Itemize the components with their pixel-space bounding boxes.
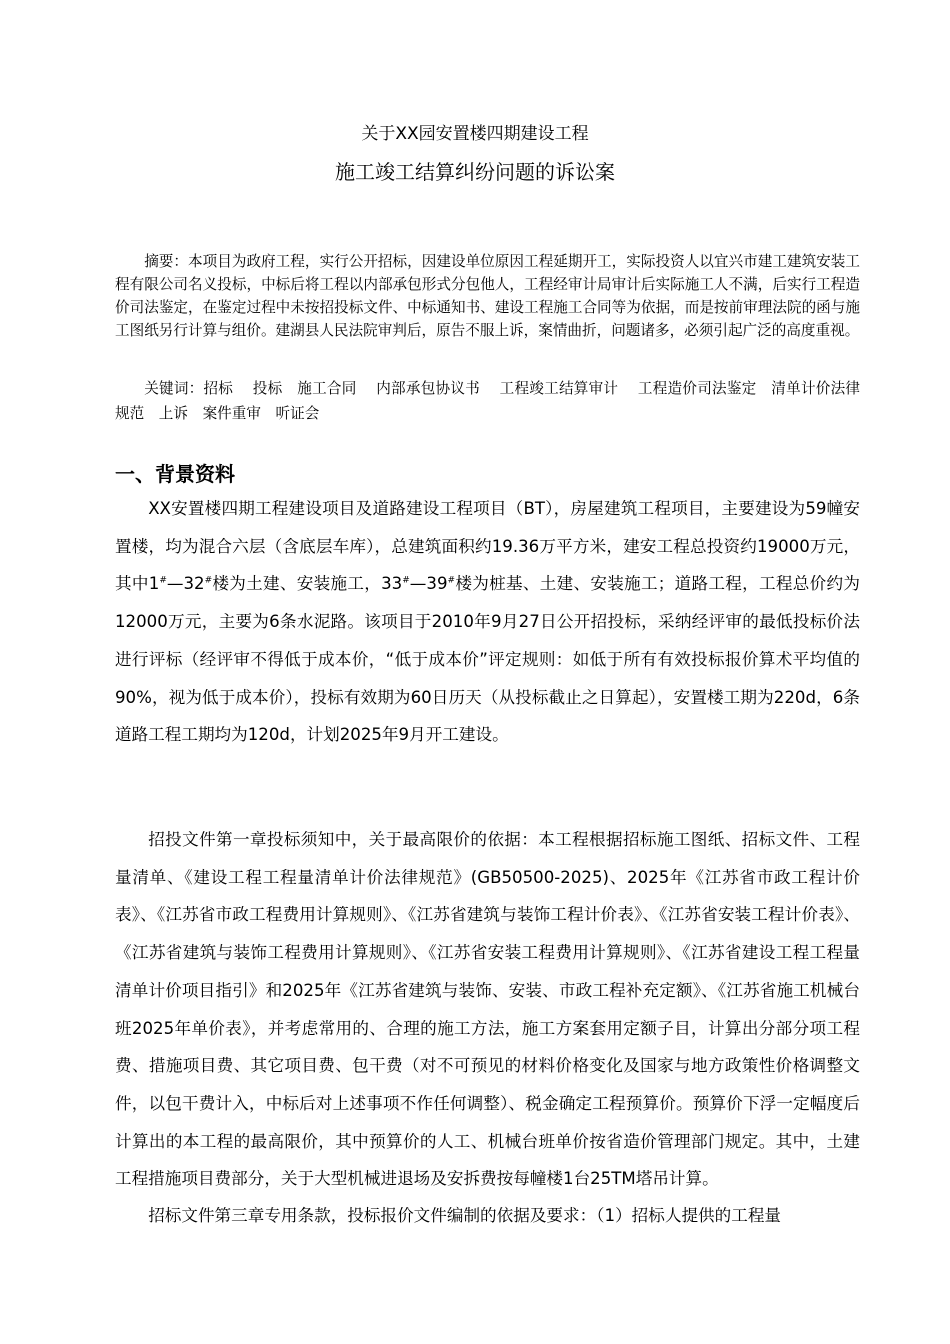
body-paragraph-1 bbox=[115, 490, 860, 754]
p1-text-b: —32 bbox=[166, 574, 205, 594]
p1-text-d: —39 bbox=[409, 574, 448, 594]
body-paragraph-2: 招投文件第一章投标须知中，关于最高限价的依据：本工程根据招标施工图纸、招标文件、工程量清单、《建设工程工程量清单计价法律规范》(GB50500-2025)、2025年《江苏省市政工程计价表》、《江苏省市政工程费用计算规则》、《江苏省建筑与装饰工程计价表》、《江苏省安装工程计价表》、《江苏省建筑与装饰工程费用计算规则》、《江苏省安装工程费用计算规则》、《江苏省建设工程工程量清单计价项目指引》和2025年《江苏省建筑与装饰、安装、市政工程补充定额》、《江苏省施工机械台班2025年单价表》，并考虑常用的、合理的施工方法，施工方案套用定额子目，计算出分部分项工程费、措施项目费、其它项目费、包干费（对不可预见的材料价格变化及国家与地方政策性价格调整文件，以包干费计入，中标后对上述事项不作任何调整）、税金确定工程预算价。预算价下浮一定幅度后计算出的本工程的最高限价，其中预算价的人工、机械台班单价按省造价管理部门规定。其中，土建工程措施项目费部分，关于大型机械进退场及安拆费按每幢楼1台25TM塔吊计算。 bbox=[115, 830, 860, 1189]
p1-sup-3: # bbox=[402, 575, 410, 586]
p1-sup-4: # bbox=[447, 575, 456, 586]
document-title-line1: 关于XX园安置楼四期建设工程 bbox=[361, 124, 589, 144]
body-paragraph-3: 招标文件第三章专用条款，投标报价文件编制的依据及要求：（1）招标人提供的工程量 bbox=[148, 1206, 782, 1225]
section-heading-background: 一、背景资料 bbox=[115, 462, 235, 486]
p1-text-a: XX安置楼四期工程建设项目及道路建设工程项目（BT），房屋建筑工程项目，主要建设为59幢安置楼，均为混合六层（含底层车库），总建筑面积约19.36万平方米，建安工程总投资约19000万元，其中1 bbox=[115, 499, 860, 594]
p1-text-e: 楼为桩基、土建、安装施工；道路工程，工程总价约为12000万元，主要为6条水泥路。该项目于2010年9月27日公开招投标，采纳经评审的最低投标价法进行评标（经评审不得低于成本价，“低于成本价”评定规则：如低于所有有效投标报价算术平均值的90%，视为低于成本价），投标有效期为60日历天（从投标截止之日算起），安置楼工期为220d，6条道路工程工期均为120d，计划2025年9月开工建设。 bbox=[115, 574, 861, 745]
p1-sup-1: # bbox=[159, 575, 167, 586]
p1-sup-2: # bbox=[204, 575, 213, 586]
keywords-paragraph: 关键词：招标 投标 施工合同 内部承包协议书 工程竣工结算审计 工程造价司法鉴定 清单计价法律规范 上诉 案件重审 听证会 bbox=[115, 380, 860, 422]
document-title-line2: 施工竣工结算纠纷问题的诉讼案 bbox=[335, 160, 615, 184]
abstract-paragraph: 摘要：本项目为政府工程，实行公开招标，因建设单位原因工程延期开工，实际投资人以宜兴市建工建筑安装工程有限公司名义投标，中标后将工程以内部承包形式分包他人，工程经审计局审计后实际施工人不满，后实行工程造价司法鉴定，在鉴定过程中未按招投标文件、中标通知书、建设工程施工合同等为依据，而是按前审理法院的函与施工图纸另行计算与组价。建湖县人民法院审判后，原告不服上诉，案情曲折，问题诸多，必须引起广泛的高度重视。 bbox=[115, 253, 860, 339]
p1-text-c: 楼为土建、安装施工，33 bbox=[212, 574, 403, 594]
